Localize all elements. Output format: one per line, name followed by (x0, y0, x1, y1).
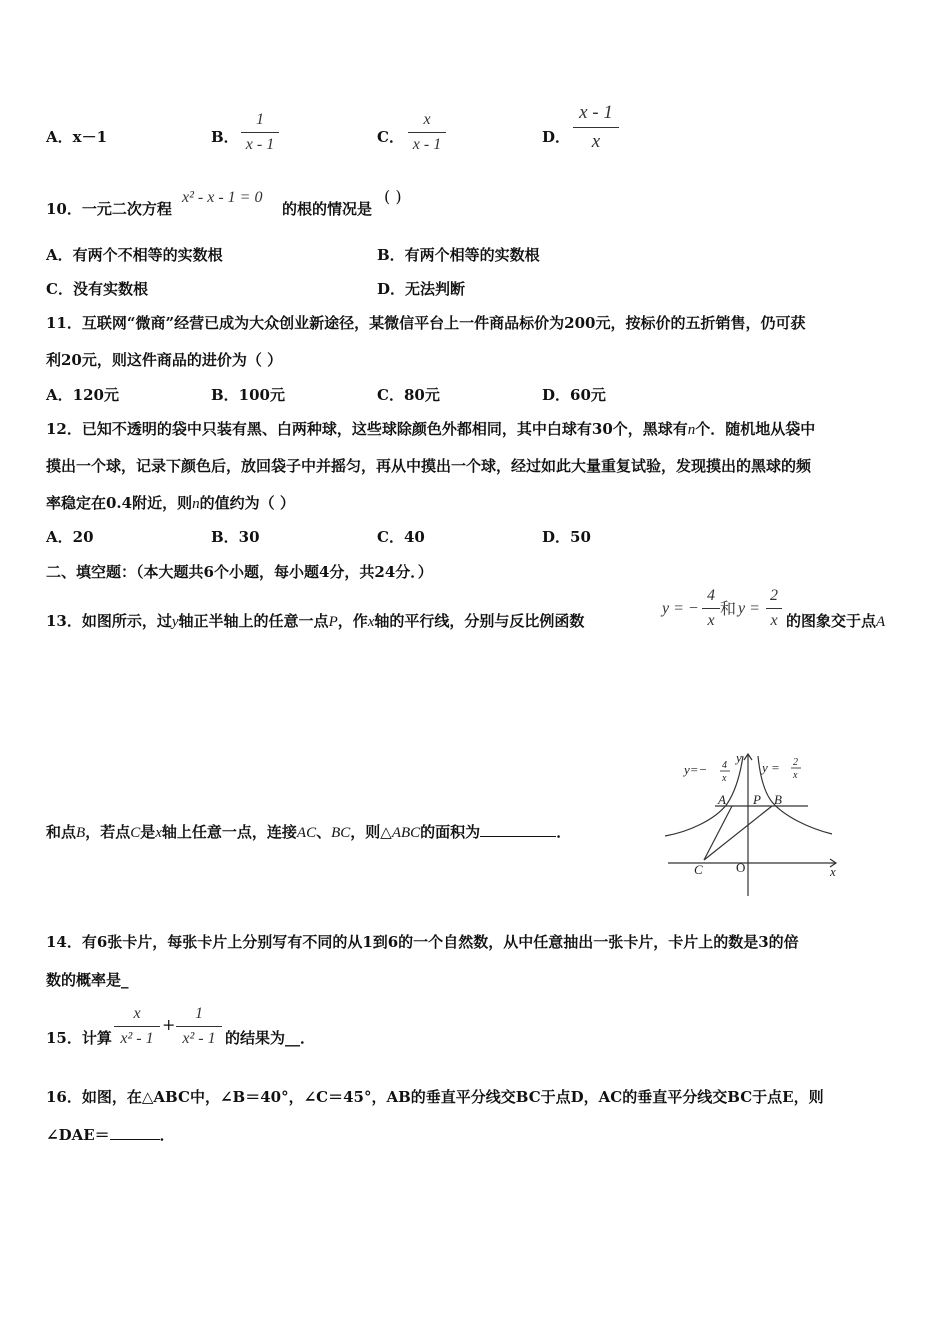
figure-label-f1: y=− (684, 762, 708, 777)
segment-bc (704, 806, 772, 860)
q13-stem-line2: 和点B，若点C是x轴上任意一点，连接AC、BC，则△ABC的面积为 ． (46, 823, 572, 841)
q16-stem-line1: 16．如图，在△ABC中，∠B＝40°，∠C＝45°，AB的垂直平分线交BC于点D，AC的垂直平分线交BC于点E，则 (46, 1088, 824, 1106)
q13-function2-fraction: 2 x (766, 586, 782, 631)
figure-label-f1-den: x (722, 773, 727, 784)
figure-label-a: A (718, 792, 726, 807)
q9-option-a[interactable]: A．x－1 (46, 128, 108, 146)
figure-label-f1-num: 4 (722, 760, 727, 771)
q9-option-d-label[interactable]: D． (542, 128, 571, 146)
figure-label-f2-num: 2 (793, 757, 798, 768)
q12-stem-line1: 12．已知不透明的袋中只装有黑、白两种球，这些球除颜色外都相同，其中白球有30个，黑球有n个．随机地从袋中 (46, 420, 816, 438)
q9-option-c-fraction: x x - 1 (408, 110, 446, 155)
q16-stem-line2: ∠DAE＝ ． (46, 1126, 175, 1144)
figure-label-o: O (736, 860, 746, 875)
q12-option-c[interactable]: C．40 (377, 528, 425, 546)
figure-label-f2: y = (762, 760, 780, 775)
q9-option-b-fraction: 1 x - 1 (241, 110, 279, 155)
q13-and-word: 和 (720, 599, 737, 618)
q10-stem-suffix: 的根的情况是 (282, 200, 373, 218)
figure-label-y: y (736, 750, 742, 765)
segment-ac (704, 806, 732, 860)
q10-option-c[interactable]: C．没有实数根 (46, 280, 148, 298)
figure-label-b: B (774, 792, 782, 807)
q10-option-a[interactable]: A．有两个不相等的实数根 (46, 246, 223, 264)
q11-stem-line2: 利20元，则这件商品的进价为（ ） (46, 351, 283, 369)
q13-function2-lhs: y = (738, 600, 760, 617)
q13-graph-figure (660, 748, 846, 900)
q12-option-b[interactable]: B．30 (211, 528, 260, 546)
q12-option-d[interactable]: D．50 (542, 528, 591, 546)
q12-stem-line3: 率稳定在0.4附近，则n的值约为（ ） (46, 494, 295, 512)
q15-stem-prefix: 15．计算 (46, 1029, 112, 1047)
figure-label-x: x (830, 864, 836, 879)
q15-stem-suffix: 的结果为__． (225, 1029, 316, 1047)
q11-option-a[interactable]: A．120元 (46, 386, 119, 404)
q10-stem-prefix: 10．一元二次方程 (46, 200, 172, 218)
q10-option-d[interactable]: D．无法判断 (377, 280, 466, 298)
q10-answer-paren: ( ) (384, 187, 402, 206)
section-fill-in-heading: 二、填空题：（本大题共6个小题，每小题4分，共24分．） (46, 563, 433, 581)
q11-option-b[interactable]: B．100元 (211, 386, 285, 404)
q13-function1-lhs: y = − (662, 600, 699, 617)
q11-stem-line1: 11．互联网“微商”经营已成为大众创业新途径，某微信平台上一件商品标价为200元，按标价的五折销售，仍可获 (46, 314, 806, 332)
q11-option-c[interactable]: C．80元 (377, 386, 440, 404)
figure-label-f2-den: x (793, 770, 798, 781)
q9-option-b-label[interactable]: B． (211, 128, 239, 146)
q13-stem-line1: 13．如图所示，过y轴正半轴上的任意一点P，作x轴的平行线，分别与反比例函数 (46, 612, 585, 630)
q11-option-d[interactable]: D．60元 (542, 386, 606, 404)
q13-function1-fraction: 4 x (702, 586, 720, 631)
q12-option-a[interactable]: A．20 (46, 528, 94, 546)
q15-fraction2: 1 x² - 1 (176, 1004, 222, 1049)
q10-option-b[interactable]: B．有两个相等的实数根 (377, 246, 540, 264)
q15-fraction1: x x² - 1 (114, 1004, 160, 1049)
q14-stem-line2: 数的概率是_ (46, 971, 129, 989)
q13-stem-line1-end: 的图象交于点A (786, 612, 886, 630)
q16-answer-blank[interactable] (110, 1125, 160, 1140)
figure-label-p: P (753, 792, 761, 807)
q10-equation: x² - x - 1 = 0 (182, 189, 263, 206)
q14-stem-line1: 14．有6张卡片，每张卡片上分别写有不同的从1到6的一个自然数，从中任意抽出一张卡片，卡片上的数是3的倍 (46, 933, 799, 951)
q13-answer-blank[interactable] (480, 822, 556, 837)
q9-option-d-fraction: x - 1 x (573, 101, 619, 154)
figure-label-c: C (694, 862, 703, 877)
q12-stem-line2: 摸出一个球，记录下颜色后，放回袋子中并摇匀，再从中摸出一个球，经过如此大量重复试验，发现摸出的黑球的频 (46, 457, 812, 475)
q15-plus: + (162, 1015, 176, 1034)
q9-option-c-label[interactable]: C． (377, 128, 404, 146)
